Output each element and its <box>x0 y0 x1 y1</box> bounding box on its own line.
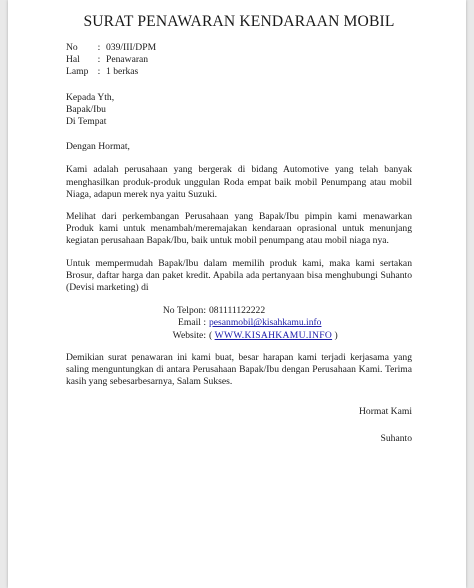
contact-website-row <box>66 330 412 342</box>
website-link[interactable]: WWW.KISAHKAMU.INFO <box>214 329 333 341</box>
website-label: Website: <box>172 329 206 341</box>
document-page <box>8 0 466 588</box>
contact-phone-row <box>66 305 412 317</box>
meta-colon: : <box>97 42 101 53</box>
closing-salutation: Hormat Kami <box>358 406 412 418</box>
phone-label: No Telpon: <box>162 305 206 317</box>
contact-email-row <box>66 317 412 329</box>
meta-row-number <box>66 42 412 54</box>
paragraph-offer: Melihat dari perkembangan Perusahaan yang Bapak/Ibu pimpin kami menawarkan Produk kami untuk menambah/meremajakan kendaraan oprasional untuk menunjang kegiatan perusahaan Bapak/Ibu, baik untuk mobil penumpang atau mobil niaga nya. <box>66 211 412 247</box>
phone-value: 081111122222 <box>209 305 266 317</box>
meta-label: No <box>66 42 78 53</box>
letter-title: SURAT PENAWARAN KENDARAAN MOBIL <box>83 13 395 30</box>
meta-colon: : <box>97 54 101 66</box>
meta-label: Lamp <box>66 66 89 78</box>
website-close-paren: ) <box>334 329 338 341</box>
meta-row-attachment <box>66 66 412 78</box>
recipient-line: Di Tempat <box>66 116 107 128</box>
signature-name: Suhanto <box>380 432 412 444</box>
contact-block <box>66 305 412 342</box>
meta-value: 1 berkas <box>106 66 139 78</box>
email-label: Email : <box>178 317 206 329</box>
meta-value: Penawaran <box>106 54 149 66</box>
paragraph-contact-intro: Untuk mempermudah Bapak/Ibu dalam memilih produk kami, maka kami sertakan Brosur, daftar harga dan paket kredit. Apabila ada pertanyaan bisa menghubungi Suhanto (Devisi marketing) di <box>66 257 412 294</box>
email-link[interactable]: pesanmobil@kisahkamu.info <box>209 317 322 329</box>
letter-body <box>66 12 412 445</box>
meta-colon: : <box>97 66 101 78</box>
website-open-paren: ( <box>209 329 213 341</box>
paragraph-intro: Kami adalah perusahaan yang bergerak di bidang Automotive yang telah banyak menghasilkan produk-produk unggulan Roda empat baik mobil Penumpang atau mobil Niaga, adapun merek nya yaitu Suzuki. <box>66 164 412 200</box>
paragraph-closing: Demikian surat penawaran ini kami buat, besar harapan kami terjadi kerjasama yang saling menguntungkan di antara Perusahaan Bapak/Ibu dengan Perusahaan Kami. Terima kasih yang sebesarbesarnya, Salam Sukses. <box>66 351 412 388</box>
meta-value: 039/III/DPM <box>106 42 157 53</box>
meta-label: Hal <box>66 54 80 66</box>
recipient-line: Bapak/Ibu <box>66 103 106 115</box>
greeting: Dengan Hormat, <box>66 141 130 153</box>
letter-meta <box>66 42 412 79</box>
recipient-block <box>66 92 412 129</box>
recipient-line: Kepada Yth, <box>66 91 115 103</box>
meta-row-subject <box>66 54 412 66</box>
